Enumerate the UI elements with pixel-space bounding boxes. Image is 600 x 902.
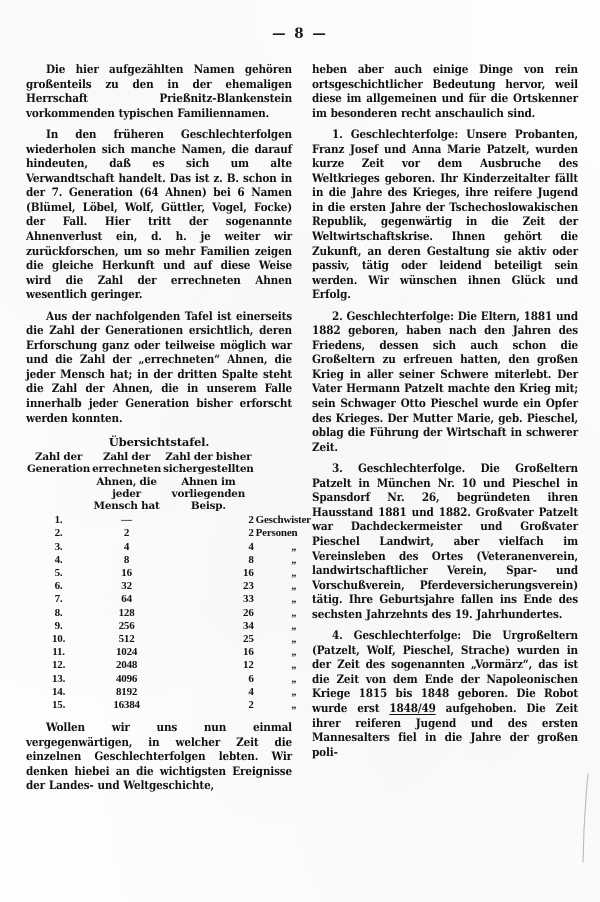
overview-table (26, 451, 312, 712)
paragraph-continuation: heben aber auch einige Dinge von rein ortsgeschichtlicher Bedeutung hervor, weil diese im allgemeinen und für die Ortskenner im besonderen recht anschaulich sind. (312, 62, 578, 120)
entry-4-text-before: Die Urgroßeltern (Patzelt, Wolf, Pieschel, Strache) wurden in der Zeit des sogenannten „Vormärz“, das ist die Zeit von dem Ende der Napoleonischen Kriege 1815 bis 1848 geboren. Die Robot wurde erst (312, 628, 578, 715)
table-row (26, 514, 312, 527)
cell-ditto-mark: „ (291, 594, 297, 606)
cell-confirmed-ancestors: 12 (243, 659, 254, 672)
entry-3-text: Die Großeltern Patzelt in München Nr. 10 und Pieschel in Spansdorf Nr. 26, begründeten ihren Hausstand 1881 und 1882. Großvater Patzelt war Dachdeckermeister und Großvater Pieschel Landwirt, aber vielfach im Vereinsleben des Ortes (Veteranenverein, landwirtschaftlicher Verein, Spar- und Vorschußverein, Pferdeversicherungsverein) tätig. Ihre Geburtsjahre fallen ins Ende des sechsten Jahrzehnts des 19. Jahrhundertes. (312, 461, 578, 621)
cell-ditto-mark: „ (291, 686, 297, 698)
cell-generation: 1. (54, 514, 63, 527)
entry-geschlechterfolge-2 (312, 309, 578, 454)
paragraph-names-origin: Die hier aufgezählten Namen gehören großenteils zu den in der ehemaligen Herrschaft Prießnitz-Blankenstein vorkommenden typischen Familiennamen. (26, 62, 292, 120)
cell-generation: 8. (54, 606, 63, 619)
entry-4-text-after: aufgehoben. Die Zeit ihrer reiferen Jugend und des ersten Mannesalters fiel in die Jahre der großen poli- (312, 700, 578, 759)
table-row (26, 673, 312, 686)
cell-generation: 9. (54, 619, 63, 632)
table-row (26, 527, 312, 540)
table-row (26, 554, 312, 567)
cell-generation: 7. (54, 593, 63, 606)
table-row (26, 580, 312, 593)
cell-confirmed-ancestors: 4 (248, 540, 254, 553)
table-row (26, 646, 312, 659)
table-row (26, 607, 312, 620)
cell-ditto-mark: „ (291, 673, 297, 685)
cell-generation: 4. (54, 553, 63, 566)
column-header-computed-ancestors: Zahl der errechneten Ahnen, die jeder Mensch hat (92, 451, 162, 512)
underlined-annotation-1848-49: 1848/49 (389, 700, 436, 715)
cell-confirmed-ancestors: 33 (243, 593, 254, 606)
column-header-confirmed-ancestors: Zahl der bisher sichergestellten Ahnen im vorliegenden Beisp. (163, 451, 254, 512)
cell-ditto-mark: „ (291, 581, 297, 593)
entry-2-text: Die Eltern, 1881 und 1882 geboren, haben nach den Jahren des Friedens, dessen sich auch schon die Großeltern zu erfreuen hatten, den großen Krieg in aller seiner Schwere miterlebt. Der Vater Hermann Patzelt machte den Krieg mit; sein Schwager Otto Pieschel wurde ein Opfer des Krieges. Der Mutter Marie, geb. Pieschel, oblag die Führung der Wirtschaft in schwerer Zeit. (312, 308, 579, 454)
cell-confirmed-ancestors: 6 (248, 672, 254, 685)
table-body (26, 514, 312, 712)
cell-generation: 14. (51, 685, 66, 698)
table-row (26, 686, 312, 699)
table-row (26, 541, 312, 554)
cell-confirmed-ancestors: 2 (248, 698, 254, 711)
entry-3-label: 3. Geschlechterfolge. (332, 461, 466, 476)
paragraph-closing-left: Wollen wir uns nun einmal vergegenwärtigen, in welcher Zeit die einzelnen Geschlechterfolgen lebten. Wir denken hiebei an die wichtigsten Ereignisse der Landes- und Weltgeschichte, (26, 720, 292, 793)
table-title: Übersichtstafel. (108, 435, 210, 450)
table-header-row (26, 451, 312, 514)
cell-unit-label: Geschwister (255, 514, 311, 527)
page-number: — 8 — (272, 26, 328, 42)
cell-confirmed-ancestors: 4 (248, 685, 254, 698)
cell-computed-ancestors: 4096 (115, 672, 138, 685)
cell-computed-ancestors: 8192 (115, 685, 138, 698)
cell-generation: 15. (51, 698, 66, 711)
cell-computed-ancestors: 64 (121, 593, 132, 606)
cell-ditto-mark: „ (291, 607, 297, 619)
cell-confirmed-ancestors: 16 (243, 646, 254, 659)
cell-computed-ancestors: 256 (118, 619, 135, 632)
margin-pencil-mark (579, 772, 593, 864)
table-row (26, 699, 312, 712)
column-header-generation: Zahl der Generation (27, 451, 91, 476)
two-column-body (26, 62, 578, 882)
cell-computed-ancestors: 128 (118, 606, 135, 619)
table-row (26, 659, 312, 672)
entry-geschlechterfolge-4 (312, 628, 578, 759)
cell-computed-ancestors: 4 (123, 540, 130, 553)
table-row (26, 567, 312, 580)
table-header (26, 451, 312, 514)
cell-generation: 11. (52, 646, 65, 659)
cell-generation: 12. (51, 659, 66, 672)
cell-computed-ancestors: 16 (121, 566, 132, 579)
entry-1-text: Unsere Probanten, Franz Josef und Anna Marie Patzelt, wurden kurze Zeit vor dem Ausbruche des Weltkrieges geboren. Ihr Kinderzeitalter fällt in die Jahre des Krieges, ihre reifere Jugend in die ersten Jahre der Tschechoslowakischen Republik, gegenwärtig in die Zeit der Weltwirtschaftskrise. Ihnen gehört die Zukunft, an deren Gestaltung sie aktiv oder passiv, tätig oder leidend beteiligt sein werden. Wir wünschen ihnen Glück und Erfolg. (312, 127, 578, 302)
cell-ditto-mark: „ (291, 541, 297, 553)
cell-computed-ancestors: 2 (123, 527, 130, 540)
cell-computed-ancestors: 8 (123, 553, 130, 566)
entry-2-label: 2. Geschlechterfolge: (332, 308, 454, 323)
table-row (26, 633, 312, 646)
cell-confirmed-ancestors: 34 (243, 619, 254, 632)
paragraph-ancestor-loss: In den früheren Geschlechterfolgen wiederholen sich manche Namen, die darauf hindeuten, daß es sich um alte Verwandtschaft handelt. Das ist z. B. schon in der 7. Generation (64 Ahnen) bei 6 Namen (Blümel, Löbel, Wolf, Güttler, Vogel, Focke) der Fall. Hier tritt der sogenannte Ahnenverlust ein, d. h. je weiter wir zurückforschen, um so mehr Familien zeigen die gleiche Herkunft und auf diese Weise wird die Zahl der errechneten Ahnen wesentlich geringer. (26, 127, 292, 302)
cell-confirmed-ancestors: 23 (243, 580, 254, 593)
cell-confirmed-ancestors: 16 (243, 566, 254, 579)
cell-computed-ancestors: 32 (121, 580, 132, 593)
entry-geschlechterfolge-1 (312, 127, 578, 302)
cell-computed-ancestors: — (121, 514, 132, 527)
entry-geschlechterfolge-3 (312, 461, 578, 621)
cell-ditto-mark: „ (291, 660, 297, 672)
cell-computed-ancestors: 1024 (115, 646, 138, 659)
cell-generation: 2. (54, 527, 63, 540)
table-row (26, 593, 312, 606)
cell-unit-label: Personen (255, 527, 298, 540)
table-row (26, 620, 312, 633)
cell-confirmed-ancestors: 25 (243, 632, 254, 645)
cell-ditto-mark: „ (291, 699, 297, 711)
cell-confirmed-ancestors: 26 (243, 606, 254, 619)
cell-confirmed-ancestors: 8 (248, 553, 254, 566)
entry-4-label: 4. Geschlechterfolge: (332, 628, 461, 643)
cell-confirmed-ancestors: 2 (248, 514, 254, 527)
cell-ditto-mark: „ (291, 647, 297, 659)
cell-ditto-mark: „ (291, 620, 297, 632)
cell-ditto-mark: „ (291, 567, 297, 579)
cell-ditto-mark: „ (291, 633, 297, 645)
cell-generation: 5. (54, 566, 63, 579)
cell-computed-ancestors: 16384 (113, 698, 140, 711)
right-column (312, 62, 578, 882)
left-column (26, 62, 311, 882)
overview-table-block (26, 435, 311, 712)
cell-computed-ancestors: 2048 (115, 659, 138, 672)
cell-generation: 6. (54, 580, 63, 593)
cell-computed-ancestors: 512 (118, 632, 135, 645)
paragraph-table-intro: Aus der nachfolgenden Tafel ist einerseits die Zahl der Generationen ersichtlich, deren Erforschung ganz oder teilweise möglich war und die Zahl der „errechneten“ Ahnen, die jeder Mensch hat; in der dritten Spalte steht die Zahl der Ahnen, die in unserem Falle innerhalb jeder Generation bisher erforscht werden konnten. (26, 308, 292, 425)
entry-1-label: 1. Geschlechterfolge: (332, 127, 459, 142)
cell-generation: 3. (54, 540, 63, 553)
cell-generation: 13. (51, 672, 66, 685)
cell-ditto-mark: „ (291, 554, 297, 566)
cell-generation: 10. (51, 632, 66, 645)
cell-confirmed-ancestors: 2 (248, 527, 254, 540)
